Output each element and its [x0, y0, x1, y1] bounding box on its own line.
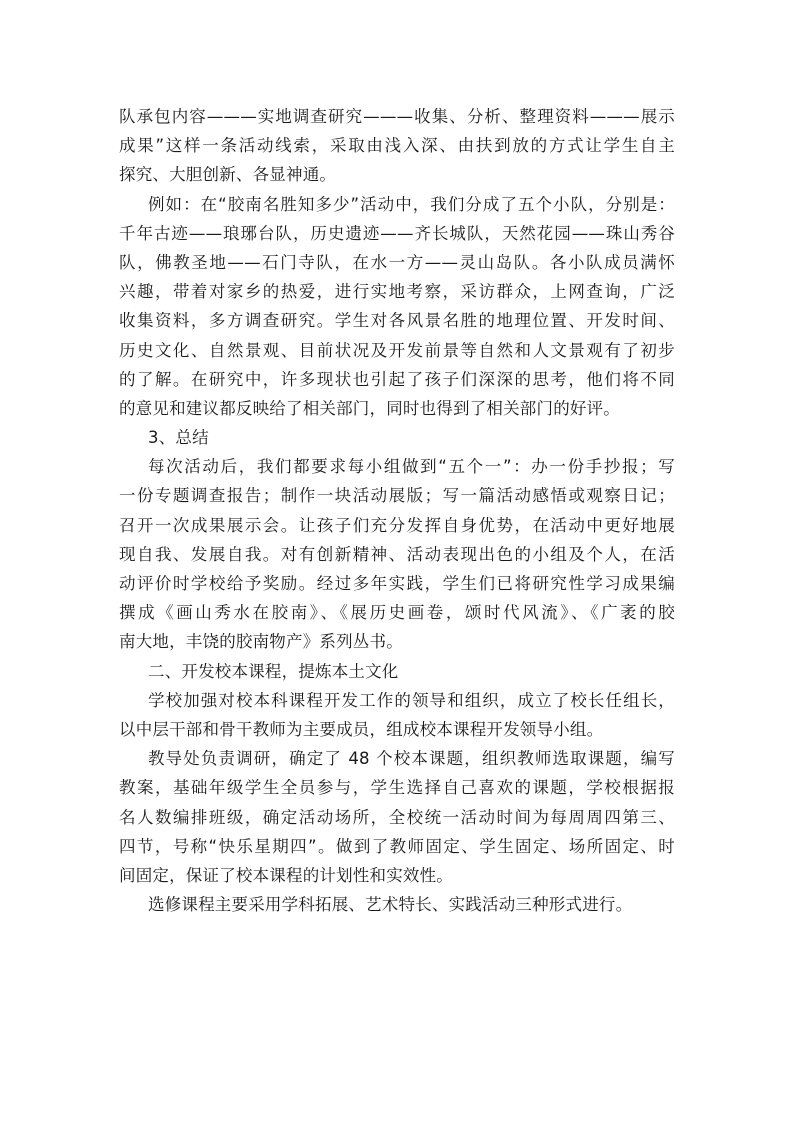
text-line: 队承包内容———实地调查研究———收集、分析、整理资料———展示: [119, 107, 675, 126]
text-line: 动评价时学校给予奖励。经过多年实践，学生们已将研究性学习成果编: [119, 574, 675, 593]
text-line: 一份专题调查报告；制作一块活动展版；写一篇活动感悟或观察日记；: [119, 486, 675, 506]
text-line: 南大地，丰饶的胶南物产》系列丛书。: [119, 632, 403, 652]
document-body: [119, 102, 675, 919]
paragraph-first-line: 教导处负责调研，确定了 48 个校本课题，组织教师选取课题，编写: [148, 749, 675, 769]
text-line: 历史文化、自然景观、目前状况及开发前景等自然和人文景观有了初步: [119, 340, 675, 360]
text-line: 的了解。在研究中，许多现状也引起了孩子们深深的思考，他们将不同: [119, 369, 675, 389]
text-line: 收集资料，多方调查研究。学生对各风景名胜的地理位置、开发时间、: [119, 311, 675, 331]
text-line: 名人数编排班级，确定活动场所，全校统一活动时间为每周周四第三、: [119, 807, 675, 827]
text-line: 队，佛教圣地——石门寺队，在水一方——灵山岛队。各小队成员满怀: [119, 252, 675, 272]
paragraph-first-line: 例如：在“胶南名胜知多少”活动中，我们分成了五个小队，分别是：: [148, 194, 675, 214]
text-line: 间固定，保证了校本课程的计划性和实效性。: [119, 865, 453, 885]
text-line: 千年古迹——琅琊台队，历史遗迹——齐长城队，天然花园——珠山秀谷: [119, 223, 675, 243]
text-line: 召开一次成果展示会。让孩子们充分发挥自身优势，在活动中更好地展: [119, 515, 675, 535]
text-line: 撰成《画山秀水在胶南》、《展历史画卷，颂时代风流》、《广袤的胶: [119, 603, 675, 623]
text-line: 四节，号称“快乐星期四”。做到了教师固定、学生固定、场所固定、时: [119, 836, 675, 856]
paragraph-first-line: 3、总结: [148, 428, 209, 448]
paragraph-first-line: 每次活动后，我们都要求每小组做到“五个一”：办一份手抄报；写: [148, 457, 675, 477]
text-line: 现自我、发展自我。对有创新精神、活动表现出色的小组及个人，在活: [119, 544, 675, 564]
text-line: 的意见和建议都反映给了相关部门，同时也得到了相关部门的好评。: [119, 398, 620, 418]
text-line: 探究、大胆创新、各显神通。: [119, 165, 337, 185]
text-line: 教案，基础年级学生全员参与，学生选择自己喜欢的课题，学校根据报: [119, 778, 675, 798]
paragraph-first-line: 学校加强对校本科课程开发工作的领导和组织，成立了校长任组长，: [148, 690, 675, 710]
text-line: 以中层干部和骨干教师为主要成员，组成校本课程开发领导小组。: [119, 719, 604, 739]
text-line: 兴趣，带着对家乡的热爱，进行实地考察，采访群众，上网查询，广泛: [119, 282, 675, 302]
text-line: 成果”这样一条活动线索，采取由浅入深、由扶到放的方式让学生自主: [119, 136, 675, 156]
paragraph-first-line: 二、开发校本课程，提炼本土文化: [148, 661, 399, 681]
paragraph-first-line: 选修课程主要采用学科拓展、艺术特长、实践活动三种形式进行。: [148, 895, 633, 915]
